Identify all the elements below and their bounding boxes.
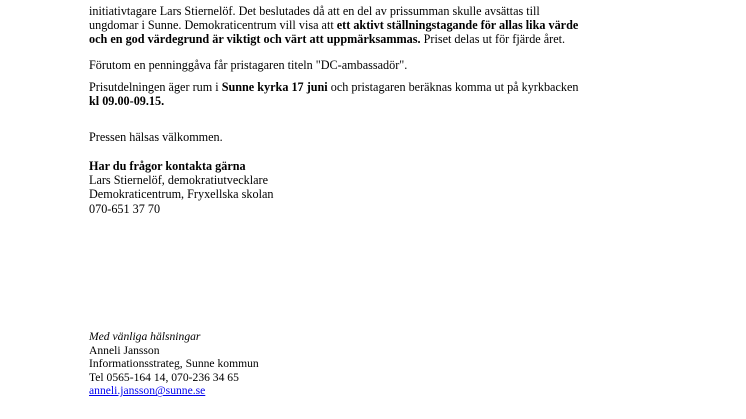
- intro-line-3-bold: och en god värdegrund är viktigt och värt att uppmärksammas.: [89, 32, 421, 47]
- contact-org: Demokraticentrum, Fryxellska skolan: [89, 187, 274, 202]
- ceremony-pre: Prisutdelningen äger rum i: [89, 80, 222, 94]
- intro-line-2: [89, 18, 689, 32]
- intro-line-1: initiativtagare Lars Stiernelöf. Det beslutades då att en del av prissumman skulle avsättas till: [89, 4, 540, 18]
- ceremony-post: och pristagaren beräknas komma ut på kyrkbacken: [327, 80, 579, 94]
- signature-name: Anneli Jansson: [89, 343, 160, 357]
- contact-phone: 070-651 37 70: [89, 201, 161, 216]
- intro-line-2-text: ungdomar i Sunne. Demokraticentrum vill visa att: [89, 18, 337, 33]
- ceremony-line-2: [89, 94, 689, 108]
- signature-title: Informationsstrateg, Sunne kommun: [89, 357, 259, 371]
- signature-block: [89, 330, 689, 398]
- intro-paragraph: [89, 0, 689, 47]
- ceremony-place: Sunne kyrka 17 juni: [221, 80, 328, 94]
- intro-line-2-bold: ett aktivt ställningstagande för allas lika värde: [336, 18, 579, 33]
- press-paragraph: [89, 130, 689, 144]
- contact-block: [89, 159, 689, 216]
- intro-line-3-text: Priset delas ut för fjärde året.: [420, 32, 566, 47]
- ceremony-paragraph: [89, 80, 689, 108]
- contact-name: Lars Stiernelöf, demokratiutvecklare: [89, 173, 269, 188]
- contact-heading: [89, 159, 689, 173]
- signature-greeting: [89, 330, 689, 344]
- signature-email-line: [89, 384, 689, 398]
- ambassador-paragraph: [89, 58, 689, 72]
- contact-heading-text: Har du frågor kontakta gärna: [89, 159, 246, 173]
- signature-email-link[interactable]: anneli.jansson@sunne.se: [89, 384, 206, 398]
- press-text: Pressen hälsas välkommen.: [89, 130, 223, 144]
- ambassador-text: Förutom en penninggåva får pristagaren titeln "DC-ambassadör".: [89, 58, 408, 72]
- ceremony-line-1: [89, 80, 689, 94]
- intro-line-3: [89, 32, 689, 46]
- ceremony-time: kl 09.00-09.15.: [89, 94, 165, 109]
- signature-greeting-text: Med vänliga hälsningar: [89, 330, 201, 343]
- signature-phone: Tel 0565-164 14, 070-236 34 65: [89, 370, 239, 384]
